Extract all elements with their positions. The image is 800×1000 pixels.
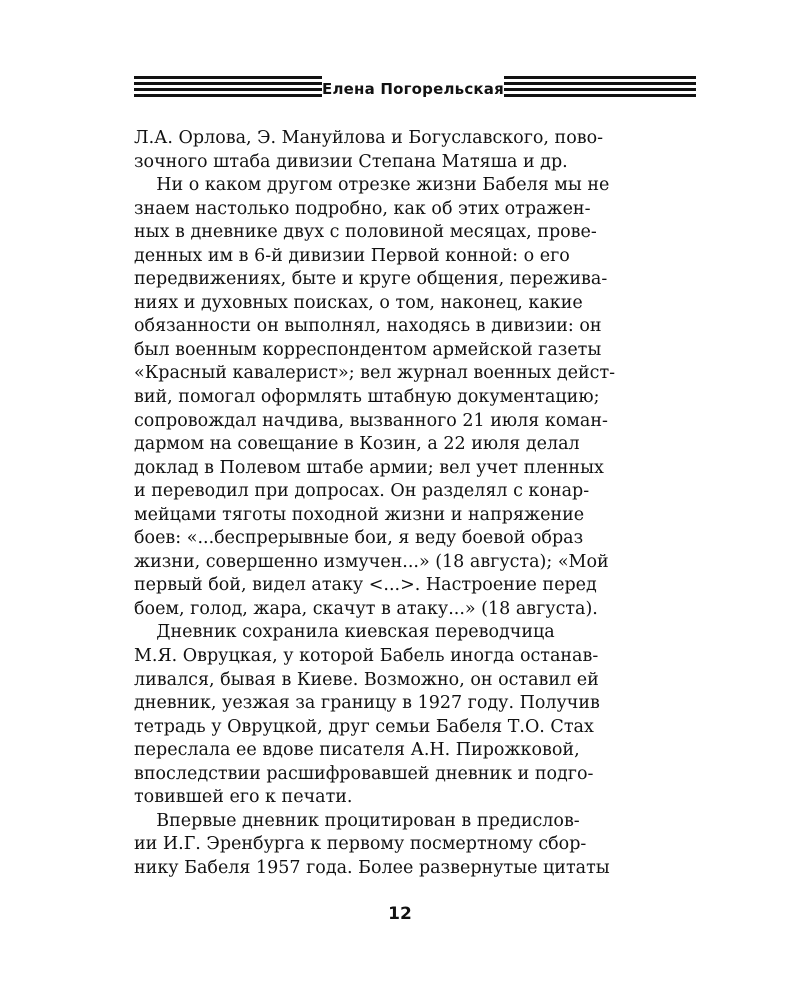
text-line: обязанности он выполнял, находясь в дивизии: он — [134, 316, 602, 337]
body-text — [134, 127, 696, 881]
text-line: Л.А. Орлова, Э. Мануйлова и Богуславского, пово- — [134, 128, 604, 148]
text-line: дармом на совещание в Козин, а 22 июля делал — [134, 434, 580, 455]
text-line: тетрадь у Овруцкой, друг семьи Бабеля Т.О. Стах — [134, 716, 594, 737]
text-line: М.Я. Овруцкая, у которой Бабель иногда останав- — [134, 646, 599, 667]
text-line: Ни о каком другом отрезке жизни Бабеля мы не — [134, 175, 610, 196]
text-line: был военным корреспондентом армейской газеты — [134, 339, 602, 360]
running-header — [134, 76, 696, 102]
text-line: «Красный кавалерист»; вел журнал военных дейст- — [134, 363, 616, 384]
text-line: и переводил при допросах. Он разделял с конар- — [134, 481, 590, 502]
header-stripes-left — [134, 76, 322, 102]
page-number: 12 — [388, 904, 412, 924]
text-line: боев: «...беспрерывные бои, я веду боевой образ — [134, 528, 584, 549]
text-line: нику Бабеля 1957 года. Более развернутые цитаты — [134, 857, 610, 878]
text-line: Впервые дневник процитирован в предислов- — [134, 810, 580, 831]
text-line: передвижениях, быте и круге общения, пережива- — [134, 269, 608, 290]
text-line: первый бой, видел атаку <...>. Настроение перед — [134, 575, 597, 596]
text-line: дневник, уезжая за границу в 1927 году. Получив — [134, 693, 600, 714]
header-author: Елена Погорельская — [322, 80, 504, 98]
header-stripes-right — [504, 76, 696, 102]
text-line: боем, голод, жара, скачут в атаку...» (18 августа). — [134, 598, 598, 619]
text-line: товившей его к печати. — [134, 787, 353, 808]
text-line: зочного штаба дивизии Степана Матяша и др. — [134, 151, 568, 172]
text-line: ливался, бывая в Киеве. Возможно, он оставил ей — [134, 669, 599, 690]
text-line: доклад в Полевом штабе армии; вел учет пленных — [134, 457, 604, 478]
text-line: ниях и духовных поисках, о том, наконец, какие — [134, 292, 583, 313]
text-line: денных им в 6-й дивизии Первой конной: о его — [134, 245, 570, 266]
text-line: впоследствии расшифровавшей дневник и подго- — [134, 763, 594, 784]
text-line: сопровождал начдива, вызванного 21 июля коман- — [134, 410, 608, 431]
text-line: переслала ее вдове писателя А.Н. Пирожковой, — [134, 740, 580, 761]
text-line: знаем настолько подробно, как об этих отражен- — [134, 198, 591, 219]
text-line: жизни, совершенно измучен...» (18 августа); «Мой — [134, 551, 609, 572]
text-line: ных в дневнике двух с половиной месяцах, прове- — [134, 222, 597, 243]
text-line: мейцами тяготы походной жизни и напряжение — [134, 504, 585, 525]
text-line: вий, помогал оформлять штабную документацию; — [134, 387, 600, 408]
text-line: ии И.Г. Эренбурга к первому посмертному сбор- — [134, 834, 587, 855]
text-line: Дневник сохранила киевская переводчица — [134, 622, 555, 643]
